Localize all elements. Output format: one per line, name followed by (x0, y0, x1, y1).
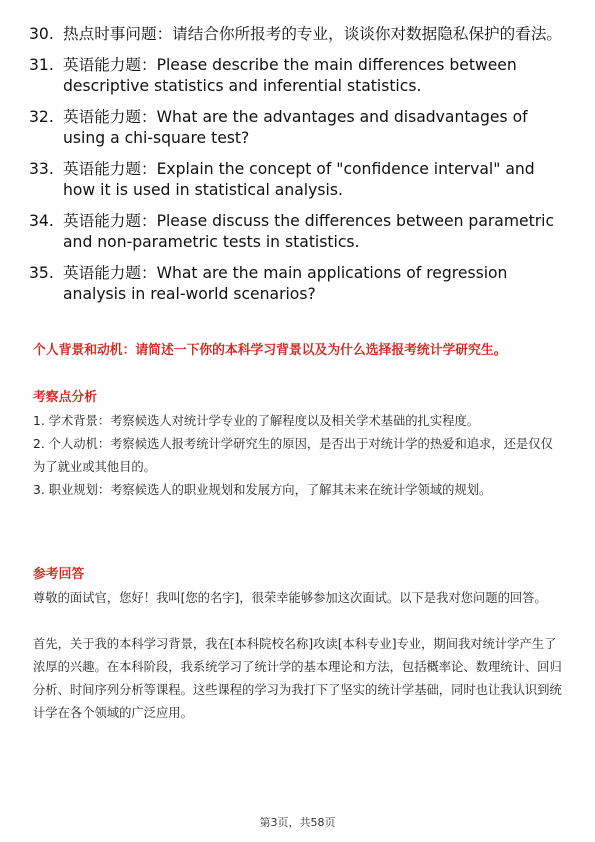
list-item (29, 159, 569, 201)
question-text: 英语能力题：Please describe the main differences between descriptive statistics and inferential statistics. (63, 56, 517, 95)
page-footer: 第3页，共58页 (259, 816, 336, 829)
list-item (29, 107, 569, 149)
question-number: 34. (29, 212, 54, 230)
question-text: 英语能力题：Please discuss the differences between parametric and non-parametric tests in statistics. (63, 212, 555, 251)
question-list (29, 24, 569, 315)
analysis-point: 1. 学术背景：考察候选人对统计学专业的了解程度以及相关学术基础的扎实程度。 (33, 414, 480, 428)
analysis-point: 3. 职业规划：考察候选人的职业规划和发展方向，了解其未来在统计学领域的规划。 (33, 483, 492, 497)
question-text: 热点时事问题：请结合你所报考的专业，谈谈你对数据隐私保护的看法。 (63, 25, 563, 43)
analysis-heading: 考察点分析 (33, 390, 97, 405)
question-number: 33. (29, 160, 54, 178)
answer-paragraph: 尊敬的面试官，您好！我叫[您的名字]，很荣幸能够参加这次面试。以下是我对您问题的回答。 (33, 591, 547, 605)
question-number: 31. (29, 56, 54, 74)
question-number: 30. (29, 25, 54, 43)
list-item (29, 55, 569, 97)
featured-question-section (33, 342, 563, 359)
featured-question-heading: 个人背景和动机：请简述一下你的本科学习背景以及为什么选择报考统计学研究生。 (33, 343, 507, 358)
analysis-section (33, 389, 563, 502)
list-item (29, 24, 569, 45)
question-text: 英语能力题：What are the main applications of regression analysis in real-world scenarios? (63, 264, 508, 303)
list-item (29, 211, 569, 253)
answer-section (33, 566, 563, 725)
answer-paragraph: 首先，关于我的本科学习背景，我在[本科院校名称]攻读[本科专业]专业，期间我对统计学产生了浓厚的兴趣。在本科阶段，我系统学习了统计学的基本理论和方法，包括概率论、数理统计、回归分析、时间序列分析等课程。这些课程的学习为我打下了坚实的统计学基础，同时也让我认识到统计学在各个领域的广泛应用。 (33, 637, 562, 720)
analysis-point: 2. 个人动机：考察候选人报考统计学研究生的原因，是否出于对统计学的热爱和追求，还是仅仅为了就业或其他目的。 (33, 437, 553, 474)
question-number: 35. (29, 264, 54, 282)
list-item (29, 263, 569, 305)
question-text: 英语能力题：Explain the concept of "confidence interval" and how it is used in statistical analysis. (63, 160, 535, 199)
answer-heading: 参考回答 (33, 567, 85, 582)
question-number: 32. (29, 108, 54, 126)
question-text: 英语能力题：What are the advantages and disadvantages of using a chi-square test? (63, 108, 528, 147)
